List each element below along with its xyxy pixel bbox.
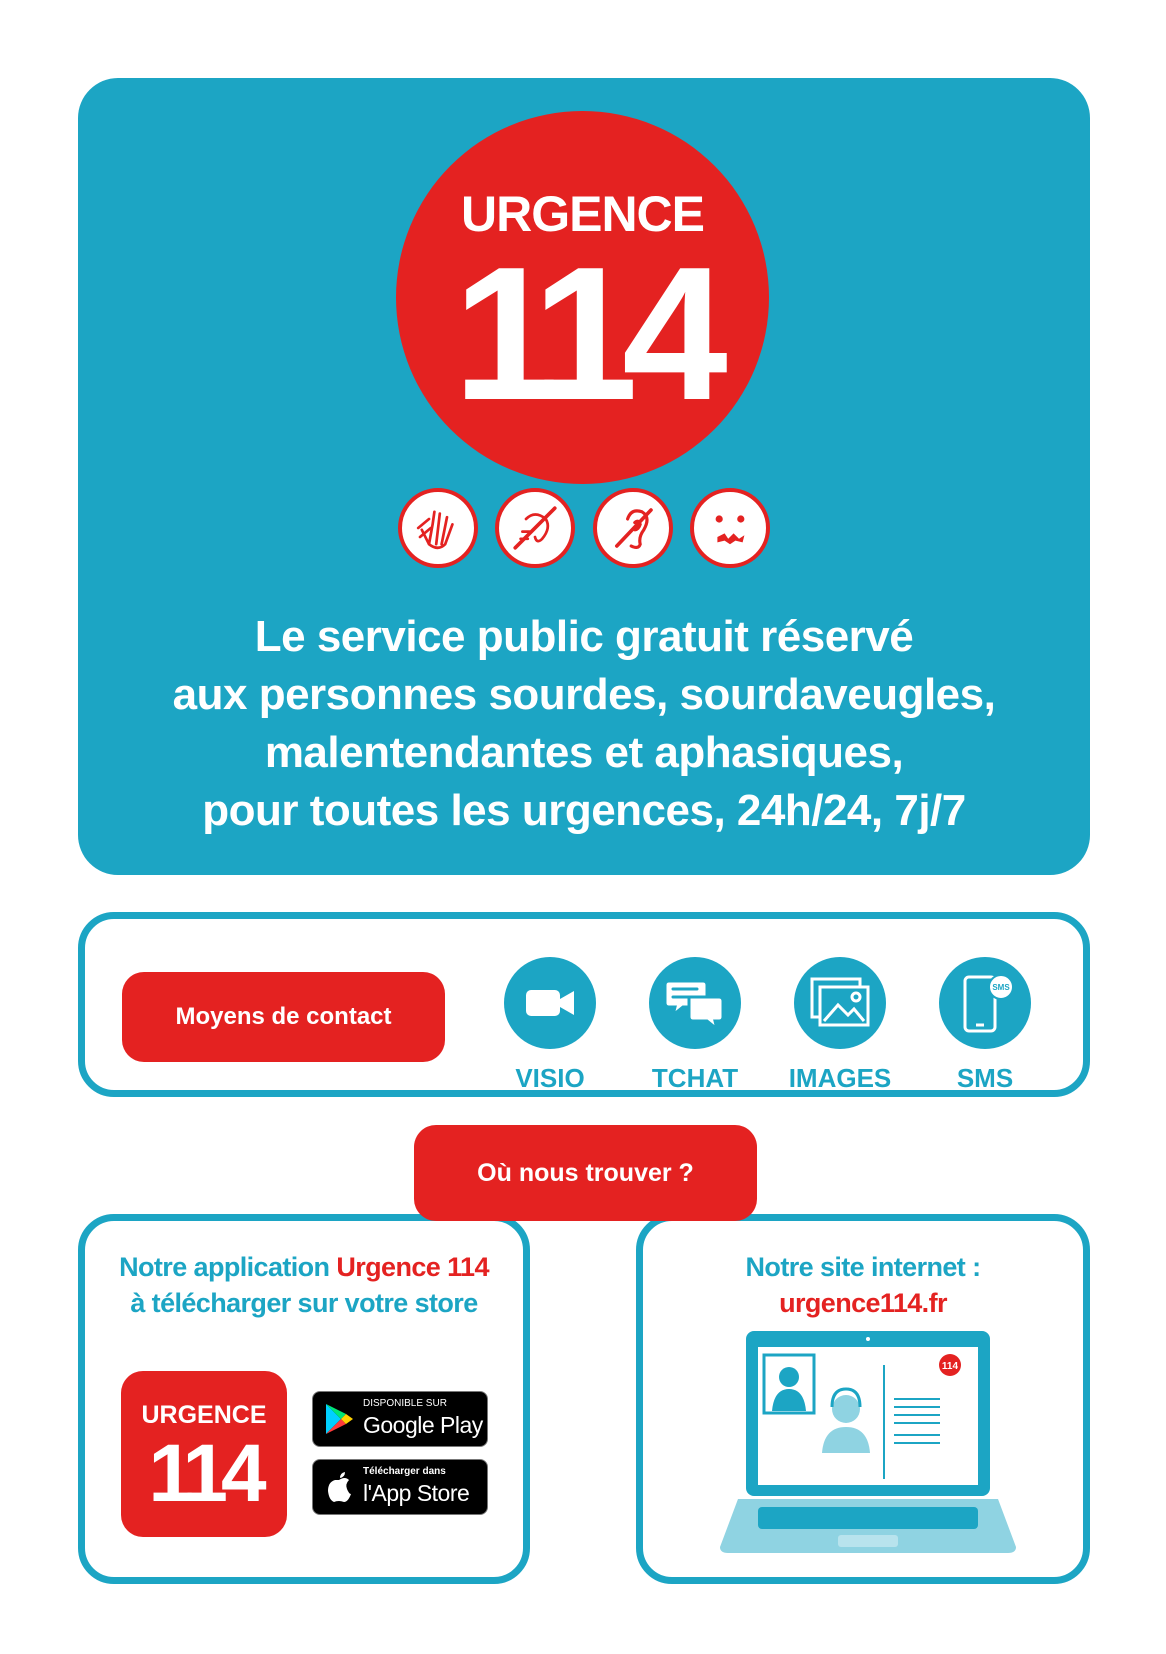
- contact-methods-label: Moyens de contact: [122, 972, 445, 1062]
- app-title-highlight: Urgence 114: [336, 1252, 489, 1282]
- site-title-line1: Notre site internet :: [745, 1252, 981, 1282]
- urgence-114-logo: [396, 111, 769, 484]
- app-store-big-text: l'App Store: [363, 1480, 470, 1506]
- method-images: [775, 957, 905, 1094]
- website-panel: [636, 1214, 1090, 1584]
- method-sms: [920, 957, 1050, 1094]
- disability-icons: [398, 488, 770, 574]
- video-camera-icon: [504, 957, 596, 1049]
- google-play-badge[interactable]: [312, 1391, 488, 1447]
- method-tchat: [630, 957, 760, 1094]
- sms-badge-text: SMS: [992, 983, 1010, 992]
- chat-bubbles-icon: [649, 957, 741, 1049]
- app-download-panel: [78, 1214, 530, 1584]
- deaf-ear-icon: [593, 488, 673, 568]
- method-visio: [485, 957, 615, 1094]
- app-title: [85, 1249, 523, 1321]
- site-title: [643, 1249, 1083, 1321]
- laptop-badge-text: 114: [941, 1361, 959, 1372]
- app-logo-number: 114: [148, 1428, 260, 1519]
- service-description: [78, 608, 1090, 840]
- app-title-line2: à télécharger sur votre store: [130, 1288, 478, 1318]
- logo-word: URGENCE: [460, 186, 705, 242]
- description-line: Le service public gratuit réservé: [254, 612, 914, 661]
- sms-phone-icon: [939, 957, 1031, 1049]
- description-line: malentendantes et aphasiques,: [264, 728, 904, 777]
- app-logo-word: URGENCE: [141, 1401, 267, 1429]
- method-label: SMS: [956, 1063, 1014, 1093]
- app-logo: [121, 1371, 287, 1537]
- no-hearing-speaking-icon: [495, 488, 575, 568]
- description-line: aux personnes sourdes, sourdaveugles,: [172, 670, 996, 719]
- method-label: IMAGES: [788, 1063, 892, 1093]
- site-url[interactable]: urgence114.fr: [779, 1288, 947, 1318]
- hero-panel: [78, 78, 1090, 875]
- contact-methods-panel: [78, 912, 1090, 1097]
- sign-language-hands-icon: [398, 488, 478, 568]
- app-title-prefix: Notre application: [119, 1252, 337, 1282]
- method-label: TCHAT: [651, 1063, 739, 1093]
- method-label: VISIO: [515, 1063, 585, 1093]
- aphasia-face-icon: [690, 488, 770, 568]
- description-line: pour toutes les urgences, 24h/24, 7j/7: [202, 786, 966, 835]
- app-store-badge[interactable]: [312, 1459, 488, 1515]
- app-store-small-text: Télécharger dans: [363, 1466, 446, 1477]
- google-play-small-text: DISPONIBLE SUR: [363, 1398, 447, 1409]
- logo-number: 114: [453, 228, 712, 440]
- google-play-big-text: Google Play: [363, 1412, 483, 1438]
- google-play-icon: [323, 1402, 355, 1436]
- images-icon: [794, 957, 886, 1049]
- laptop-illustration: [718, 1321, 1018, 1566]
- apple-icon: [323, 1470, 355, 1504]
- where-to-find-label: Où nous trouver ?: [414, 1125, 757, 1221]
